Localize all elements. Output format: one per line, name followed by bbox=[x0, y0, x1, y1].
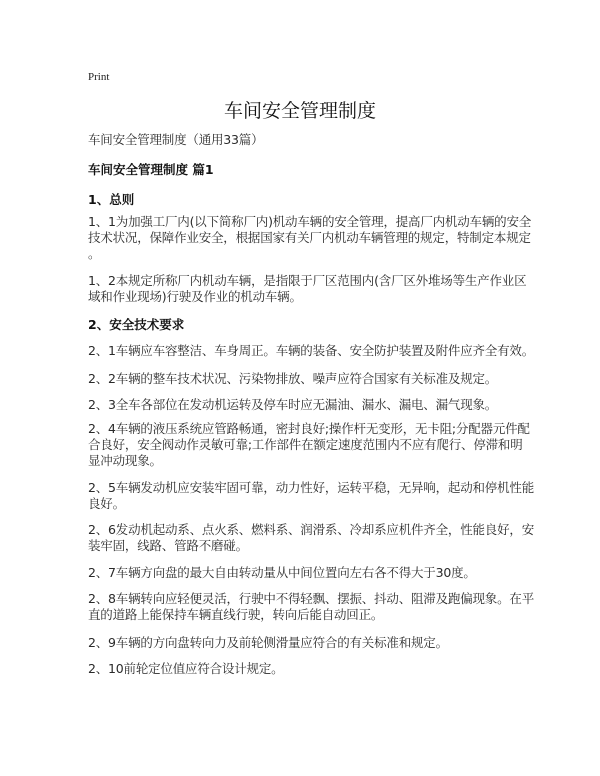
line: 直的道路上能保持车辆直线行驶，转向后能自动回正。 bbox=[88, 607, 384, 622]
paragraph-1-1 bbox=[88, 214, 531, 262]
line: 2、2车辆的整车技术状况、污染物排放、噪声应符合国家有关标准及规定。 bbox=[88, 371, 498, 386]
line: 2、10前轮定位值应符合设计规定。 bbox=[88, 661, 284, 676]
paragraph-2-2 bbox=[88, 371, 497, 387]
paragraph-2-3 bbox=[88, 397, 497, 413]
line: 技术状况，保障作业安全，根据国家有关厂内机动车辆管理的规定，特制定本规定 bbox=[88, 230, 531, 245]
line: 装牢固，线路、管路不磨碰。 bbox=[88, 538, 248, 553]
line: 2、7车辆方向盘的最大自由转动量从中间位置向左右各不得大于30度。 bbox=[88, 565, 476, 580]
line: 2、3全车各部位在发动机运转及停车时应无漏油、漏水、漏电、漏气现象。 bbox=[88, 397, 498, 412]
paragraph-2-8 bbox=[88, 591, 534, 623]
paragraph-2-5 bbox=[88, 480, 534, 512]
section-title: 车间安全管理制度 篇1 bbox=[88, 162, 214, 177]
line: 。 bbox=[88, 246, 101, 261]
paragraph-1-2 bbox=[88, 273, 526, 305]
line: 1、2本规定所称厂内机动车辆，是指限于厂区范围内(含厂区外堆场等生产作业区 bbox=[88, 273, 527, 288]
line: 2、1车辆应车容整洁、车身周正。车辆的装备、安全防护装置及附件应齐全有效。 bbox=[88, 343, 535, 358]
line: 2、8车辆转向应轻便灵活，行驶中不得轻飘、摆振、抖动、阻滞及跑偏现象。在平 bbox=[88, 591, 535, 606]
line: 显冲动现象。 bbox=[88, 453, 162, 468]
heading-safety-requirements: 2、安全技术要求 bbox=[88, 317, 185, 332]
document-subtitle: 车间安全管理制度（通用33篇） bbox=[88, 132, 264, 147]
line: 2、9车辆的方向盘转向力及前轮侧滑量应符合的有关标准和规定。 bbox=[88, 635, 448, 650]
paragraph-2-4 bbox=[88, 421, 530, 469]
line: 2、6发动机起动系、点火系、燃料系、润滑系、冷却系应机件齐全，性能良好，安 bbox=[88, 522, 535, 537]
paragraph-2-9 bbox=[88, 635, 448, 651]
paragraph-2-1 bbox=[88, 343, 534, 359]
heading-general: 1、总则 bbox=[88, 192, 135, 207]
line: 2、5车辆发动机应安装牢固可靠，动力性好，运转平稳，无异响，起动和停机性能 bbox=[88, 480, 535, 495]
line: 1、1为加强工厂内(以下简称厂内)机动车辆的安全管理，提高厂内机动车辆的安全 bbox=[88, 214, 532, 229]
line: 合良好，安全阀动作灵敏可靠;工作部件在额定速度范围内不应有爬行、停滞和明 bbox=[88, 437, 523, 452]
document-title: 车间安全管理制度 bbox=[223, 100, 376, 122]
line: 域和作业现场)行驶及作业的机动车辆。 bbox=[88, 289, 302, 304]
paragraph-2-7 bbox=[88, 565, 476, 581]
paragraph-2-10 bbox=[88, 661, 283, 677]
line: 2、4车辆的液压系统应管路畅通，密封良好;操作杆无变形，无卡阻;分配器元件配 bbox=[88, 421, 530, 436]
line: 良好。 bbox=[88, 496, 125, 511]
print-label: Print bbox=[88, 71, 110, 83]
paragraph-2-6 bbox=[88, 522, 534, 554]
